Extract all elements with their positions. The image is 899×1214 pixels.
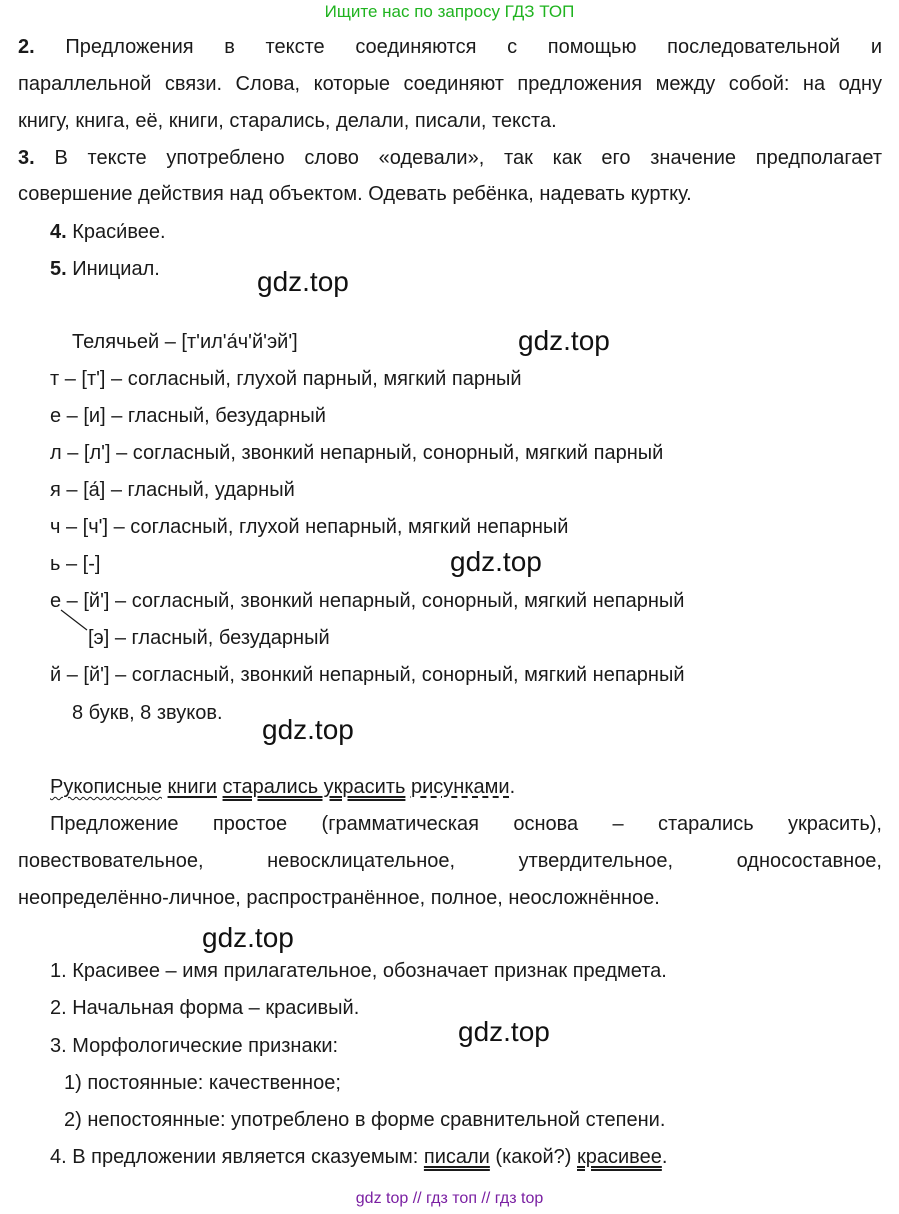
task3-text1: В тексте употреблено слово «одевали», так как его значение предполагает <box>54 147 883 169</box>
task5-text: Инициал. <box>72 258 160 280</box>
task5-number: 5. <box>50 258 67 280</box>
phonetic-row: ь – [-] <box>50 553 101 575</box>
task2-line1 <box>18 35 882 59</box>
task4-text: Краси́вее. <box>72 221 166 243</box>
sentence-word-subject: книги <box>167 776 217 798</box>
task2-line3: книгу, книга, её, книги, старались, делали, писали, текста. <box>18 110 557 132</box>
sentence-word-predicate: старались украсить <box>222 776 406 798</box>
morph-subitem: 2) непостоянные: употреблено в форме сравнительной степени. <box>64 1109 666 1131</box>
task2-text1: Предложения в тексте соединяются с помощью последовательной и <box>65 36 882 58</box>
watermark: gdz.top <box>458 1016 550 1047</box>
phonetic-word: Телячьей – [т'ил'а́ч'й'эй'] <box>72 331 298 353</box>
phonetic-row-sub: [э] – гласный, безударный <box>88 627 330 649</box>
syntax-line1: Предложение простое (грамматическая основа – старались украсить), <box>50 813 882 835</box>
sentence-word-object: рисунками <box>410 776 510 798</box>
watermark: gdz.top <box>257 266 349 297</box>
phonetic-row: е – [и] – гласный, безударный <box>50 405 326 427</box>
phonetic-row: т – [т'] – согласный, глухой парный, мягкий парный <box>50 368 522 390</box>
morph-item: 3. Морфологические признаки: <box>50 1035 339 1057</box>
watermark: gdz.top <box>450 546 542 577</box>
task5 <box>50 257 160 281</box>
morph-item4-text: 4. В предложении является сказуемым: <box>50 1146 424 1168</box>
morph-item4-end: . <box>661 1146 668 1168</box>
task3-line1 <box>18 146 882 170</box>
sentence-word-definition: Рукописные <box>50 776 162 798</box>
watermark: gdz.top <box>518 325 610 356</box>
morph-subitem: 1) постоянные: качественное; <box>64 1072 341 1094</box>
morph-item <box>50 1145 667 1169</box>
task4 <box>50 220 166 244</box>
phonetic-row: й – [й'] – согласный, звонкий непарный, сонорный, мягкий непарный <box>50 664 685 686</box>
syntax-line2: повествовательное, невосклицательное, утвердительное, односоставное, <box>18 850 882 872</box>
branch-line-icon <box>58 608 92 632</box>
syntax-sentence <box>50 775 515 799</box>
morph-item: 1. Красивее – имя прилагательное, обозначает признак предмета. <box>50 960 667 982</box>
morph-item4-predicate: писали <box>423 1146 490 1168</box>
task4-number: 4. <box>50 221 67 243</box>
morph-item4-predicate-part: красивее <box>577 1146 662 1168</box>
phonetic-row: л – [л'] – согласный, звонкий непарный, сонорный, мягкий парный <box>50 442 664 464</box>
bottom-banner: gdz top // гдз топ // гдз top <box>355 1190 544 1207</box>
watermark: gdz.top <box>262 714 354 745</box>
task2-line2: параллельной связи. Слова, которые соединяют предложения между собой: на одну <box>18 73 882 95</box>
phonetic-row: ч – [ч'] – согласный, глухой непарный, мягкий непарный <box>50 516 569 538</box>
task3-number: 3. <box>18 147 35 169</box>
sentence-end: . <box>509 776 516 798</box>
phonetic-summary: 8 букв, 8 звуков. <box>72 702 223 724</box>
phonetic-row: я – [а́] – гласный, ударный <box>50 479 295 501</box>
syntax-line3: неопределённо-личное, распространённое, полное, неосложнённое. <box>18 887 660 909</box>
morph-item: 2. Начальная форма – красивый. <box>50 997 360 1019</box>
top-banner: Ищите нас по запросу ГДЗ ТОП <box>324 2 575 21</box>
morph-item4-question: (какой?) <box>489 1146 577 1168</box>
task3-line2: совершение действия над объектом. Одевать ребёнка, надевать куртку. <box>18 183 692 205</box>
watermark: gdz.top <box>202 922 294 953</box>
phonetic-row: е – [й'] – согласный, звонкий непарный, сонорный, мягкий непарный <box>50 590 685 612</box>
task2-number: 2. <box>18 36 35 58</box>
